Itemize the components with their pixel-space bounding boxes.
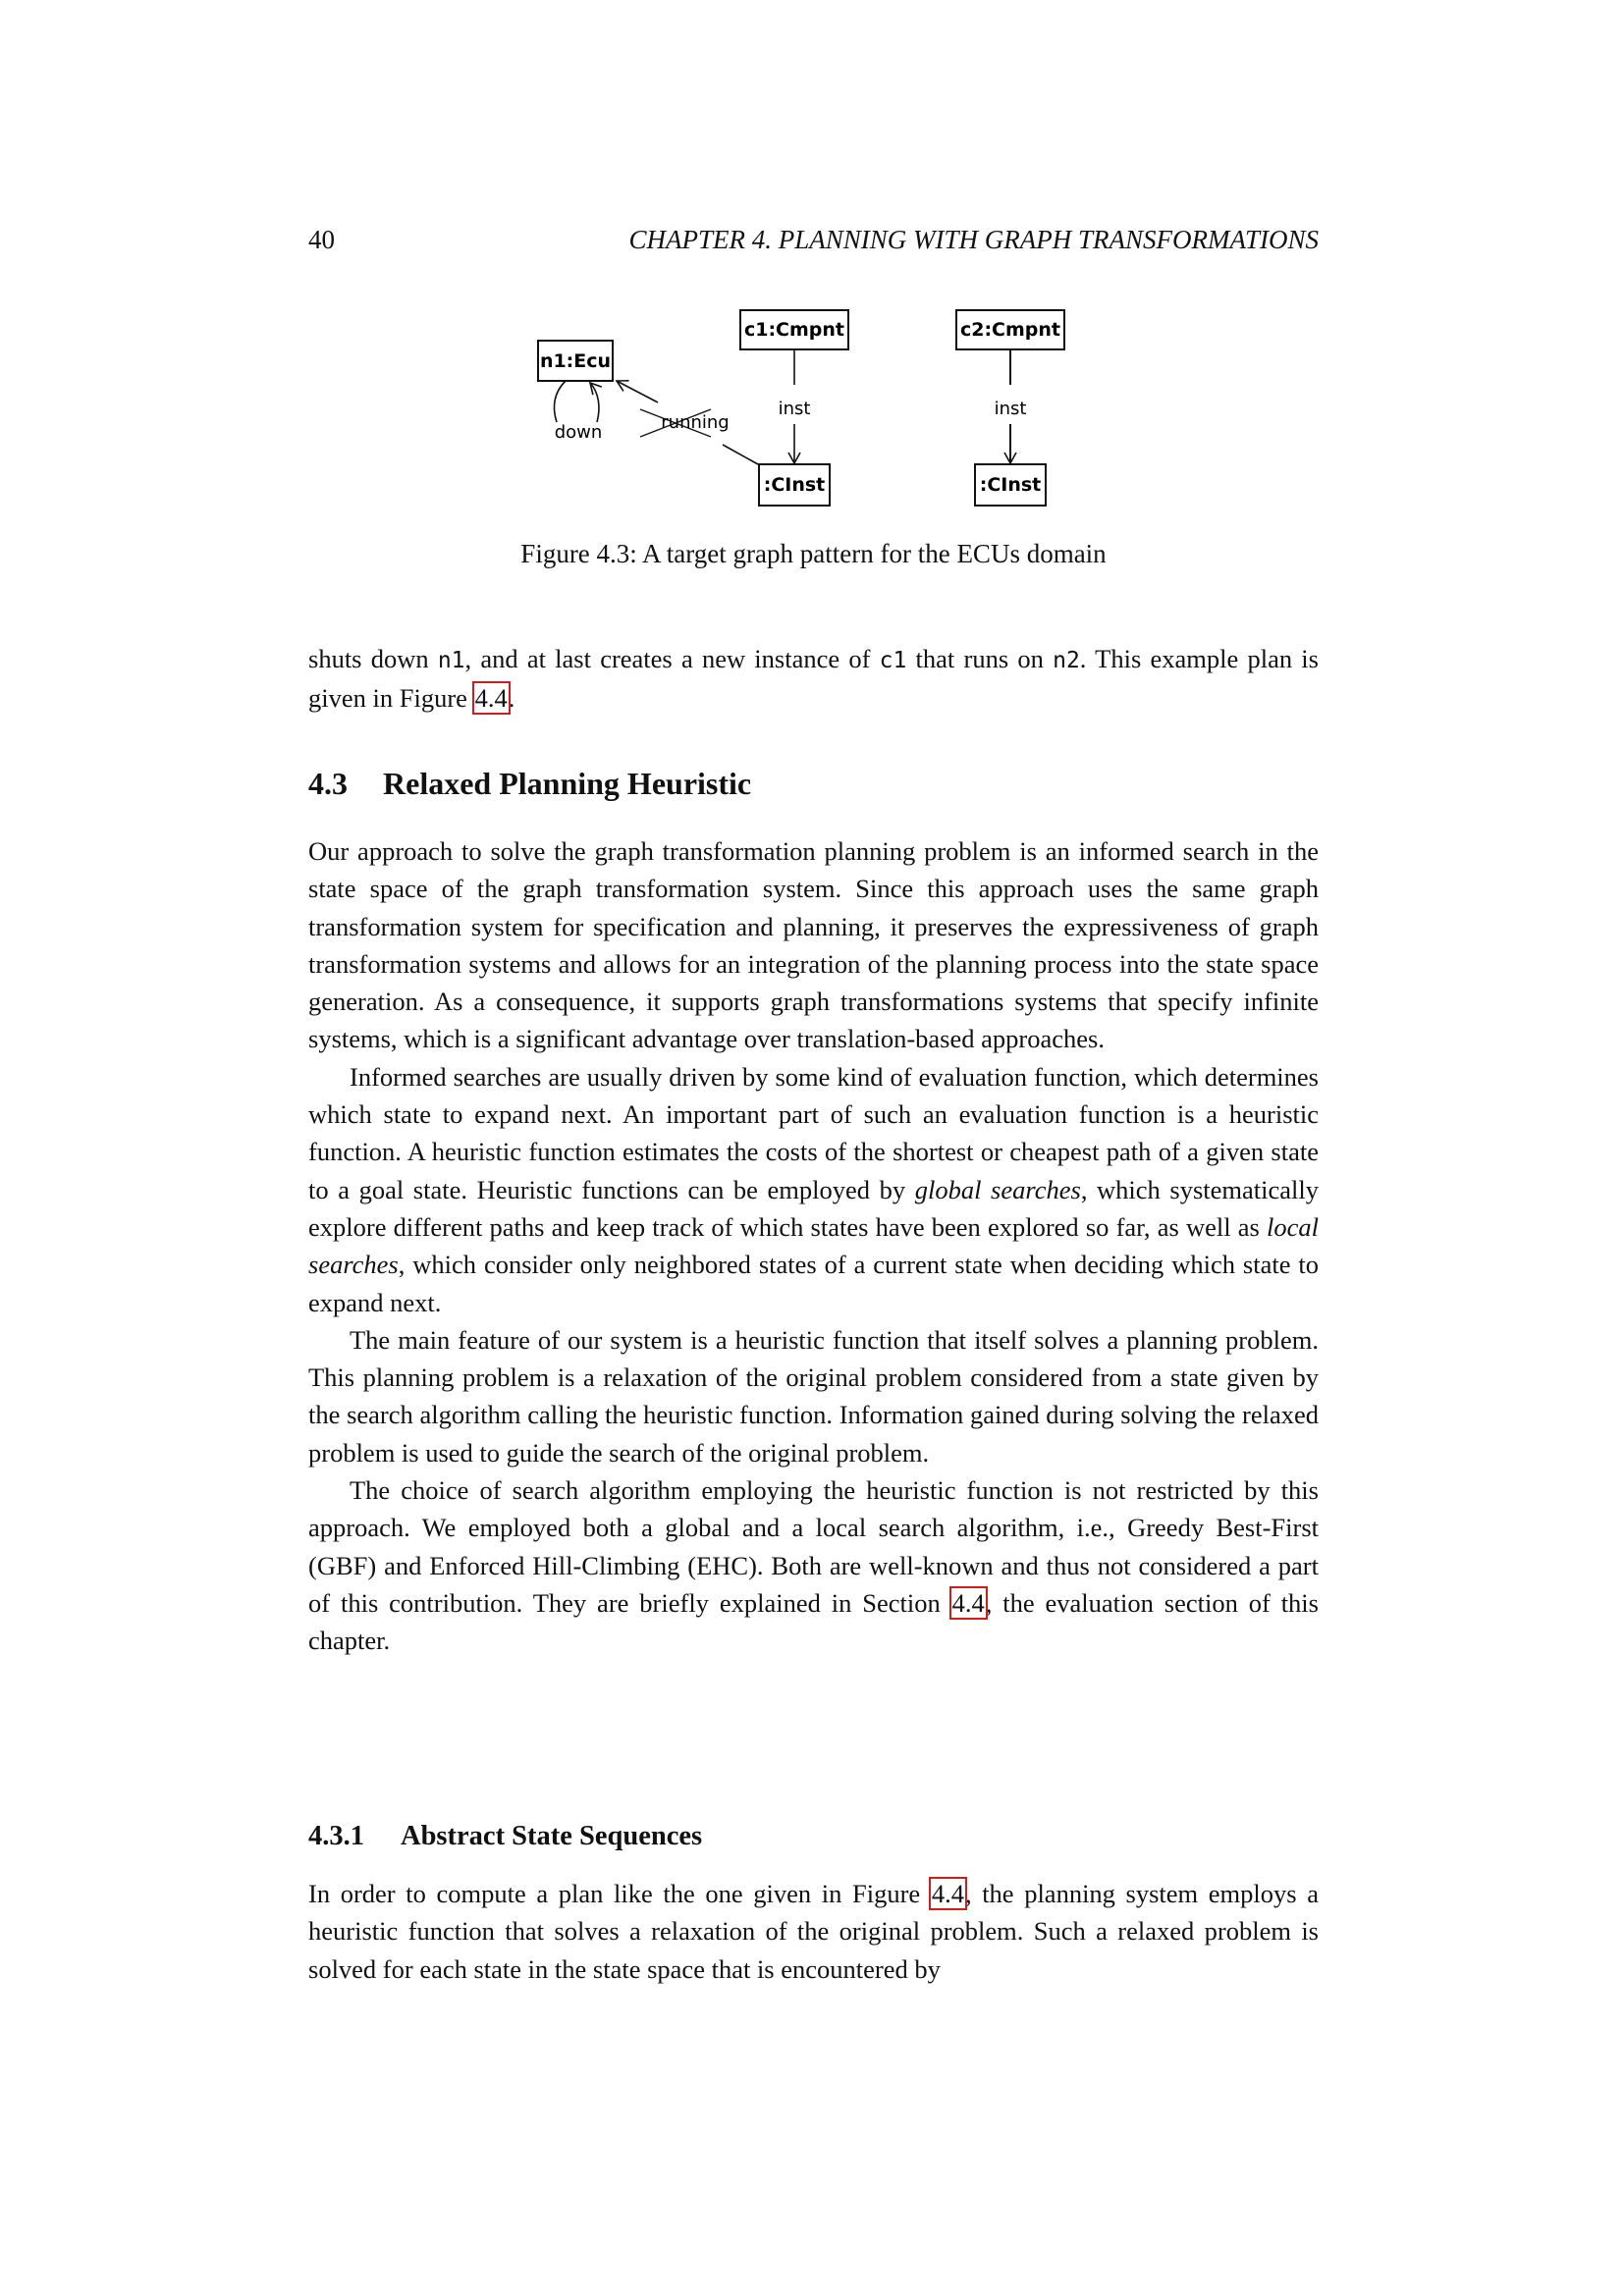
node-label: n1:Ecu xyxy=(539,350,612,372)
subsection-heading xyxy=(308,1818,1319,1855)
page-number: 40 xyxy=(308,225,335,254)
node-label: :CInst xyxy=(979,474,1042,496)
text-run: . xyxy=(508,683,515,714)
node-cinst-2 xyxy=(975,464,1046,506)
node-label: c1:Cmpnt xyxy=(743,319,845,341)
section-heading xyxy=(308,764,1319,803)
paragraph xyxy=(308,1875,1319,1988)
subsection-number: 4.3.1 xyxy=(308,1821,364,1851)
text-run: , which consider only neighbored states of a current state when deciding which state to expand next. xyxy=(308,1250,1319,1317)
figure-ref-link[interactable]: 4.4 xyxy=(931,1879,964,1908)
running-head xyxy=(308,222,1319,257)
text-run: , which systematically explore different paths and keep track of which states have been explored so far, as well as xyxy=(308,1174,1319,1242)
text-run: In order to compute a plan like the one given in Figure xyxy=(308,1879,931,1908)
intro-paragraph xyxy=(308,640,1319,718)
paragraph: Our approach to solve the graph transformation planning problem is an informed search in the state space of the graph transformation system. Since this approach uses the same graph transformation system for specification and planning, it preserves the expressiveness of graph transformation systems and allows for an integration of the planning process into the state space generation. As a consequence, it supports graph transformations systems that specify infinite systems, which is a significant advantage over translation-based approaches. xyxy=(308,836,1319,1054)
edge-down xyxy=(554,381,602,443)
code-n2: n2 xyxy=(1053,648,1080,673)
paragraph xyxy=(308,1058,1319,1321)
node-c1-cmpnt xyxy=(740,310,848,349)
node-cinst-1 xyxy=(759,464,830,506)
emphasis: local searches xyxy=(308,1211,1319,1280)
figure-ref-link[interactable]: 4.4 xyxy=(474,683,508,714)
text-run: that runs on xyxy=(906,644,1054,673)
graph-diagram xyxy=(530,294,1080,530)
paragraph: The main feature of our system is a heuristic function that itself solves a planning problem. This planning problem is a relaxation of the original problem considered from a state given by the search algorithm calling the heuristic function. Information gained during solving the relaxed problem is used to guide the search of the original problem. xyxy=(308,1324,1319,1468)
subsection-body xyxy=(308,1875,1319,1988)
edge-label-running: running xyxy=(661,412,730,433)
node-label: :CInst xyxy=(763,474,826,496)
section-body xyxy=(308,832,1319,1660)
section-ref-link[interactable]: 4.4 xyxy=(951,1587,985,1618)
section-title: Relaxed Planning Heuristic xyxy=(383,766,752,801)
edge-inst-c2 xyxy=(995,349,1027,463)
figure-caption: Figure 4.3: A target graph pattern for the ECUs domain xyxy=(520,539,1107,568)
chapter-title: CHAPTER 4. PLANNING WITH GRAPH TRANSFORMATIONS xyxy=(628,225,1319,254)
text-run: , and at last creates a new instance of xyxy=(464,644,880,673)
code-c1: c1 xyxy=(879,648,907,673)
subsection-title: Abstract State Sequences xyxy=(401,1821,703,1851)
text-run: Informed searches are usually driven by some kind of evaluation function, which determines which state to expand next. An important part of such an evaluation function is a heuristic function. A heuristic function estimates the costs of the shortest or cheapest path of a given state to a goal state. Heuristic functions can be employed by xyxy=(308,1061,1319,1204)
text-run: , the evaluation section of this chapter. xyxy=(308,1587,1319,1656)
edge-label-inst: inst xyxy=(994,399,1027,419)
code-n1: n1 xyxy=(437,648,465,673)
edge-running-negated xyxy=(617,381,758,464)
paragraph xyxy=(308,1471,1319,1659)
text-run: . This example plan is given in Figure xyxy=(308,644,1319,714)
edge-label-down: down xyxy=(554,422,603,443)
text-run: , the planning system employs a heuristic function that solves a relaxation of the original problem. Such a relaxed problem is solved for each state in the state space that is encountered by xyxy=(308,1879,1319,1984)
edge-inst-c1 xyxy=(779,349,811,463)
text-run: The choice of search algorithm employing the heuristic function is not restricted by this approach. We employed both a global and a local search algorithm, i.e., Greedy Best-First (GBF) and Enforced Hill-Climbing (EHC). Both are well-known and thus not considered a part of this contribution. They are briefly explained in Section xyxy=(308,1475,1319,1618)
edge-label-inst: inst xyxy=(778,399,811,419)
text-run: shuts down xyxy=(308,644,438,673)
node-n1-ecu xyxy=(538,341,613,381)
emphasis: global searches xyxy=(914,1174,1081,1204)
node-label: c2:Cmpnt xyxy=(959,319,1061,341)
section-number: 4.3 xyxy=(308,766,348,801)
node-c2-cmpnt xyxy=(956,310,1064,349)
figure-graph-pattern xyxy=(530,294,1080,530)
